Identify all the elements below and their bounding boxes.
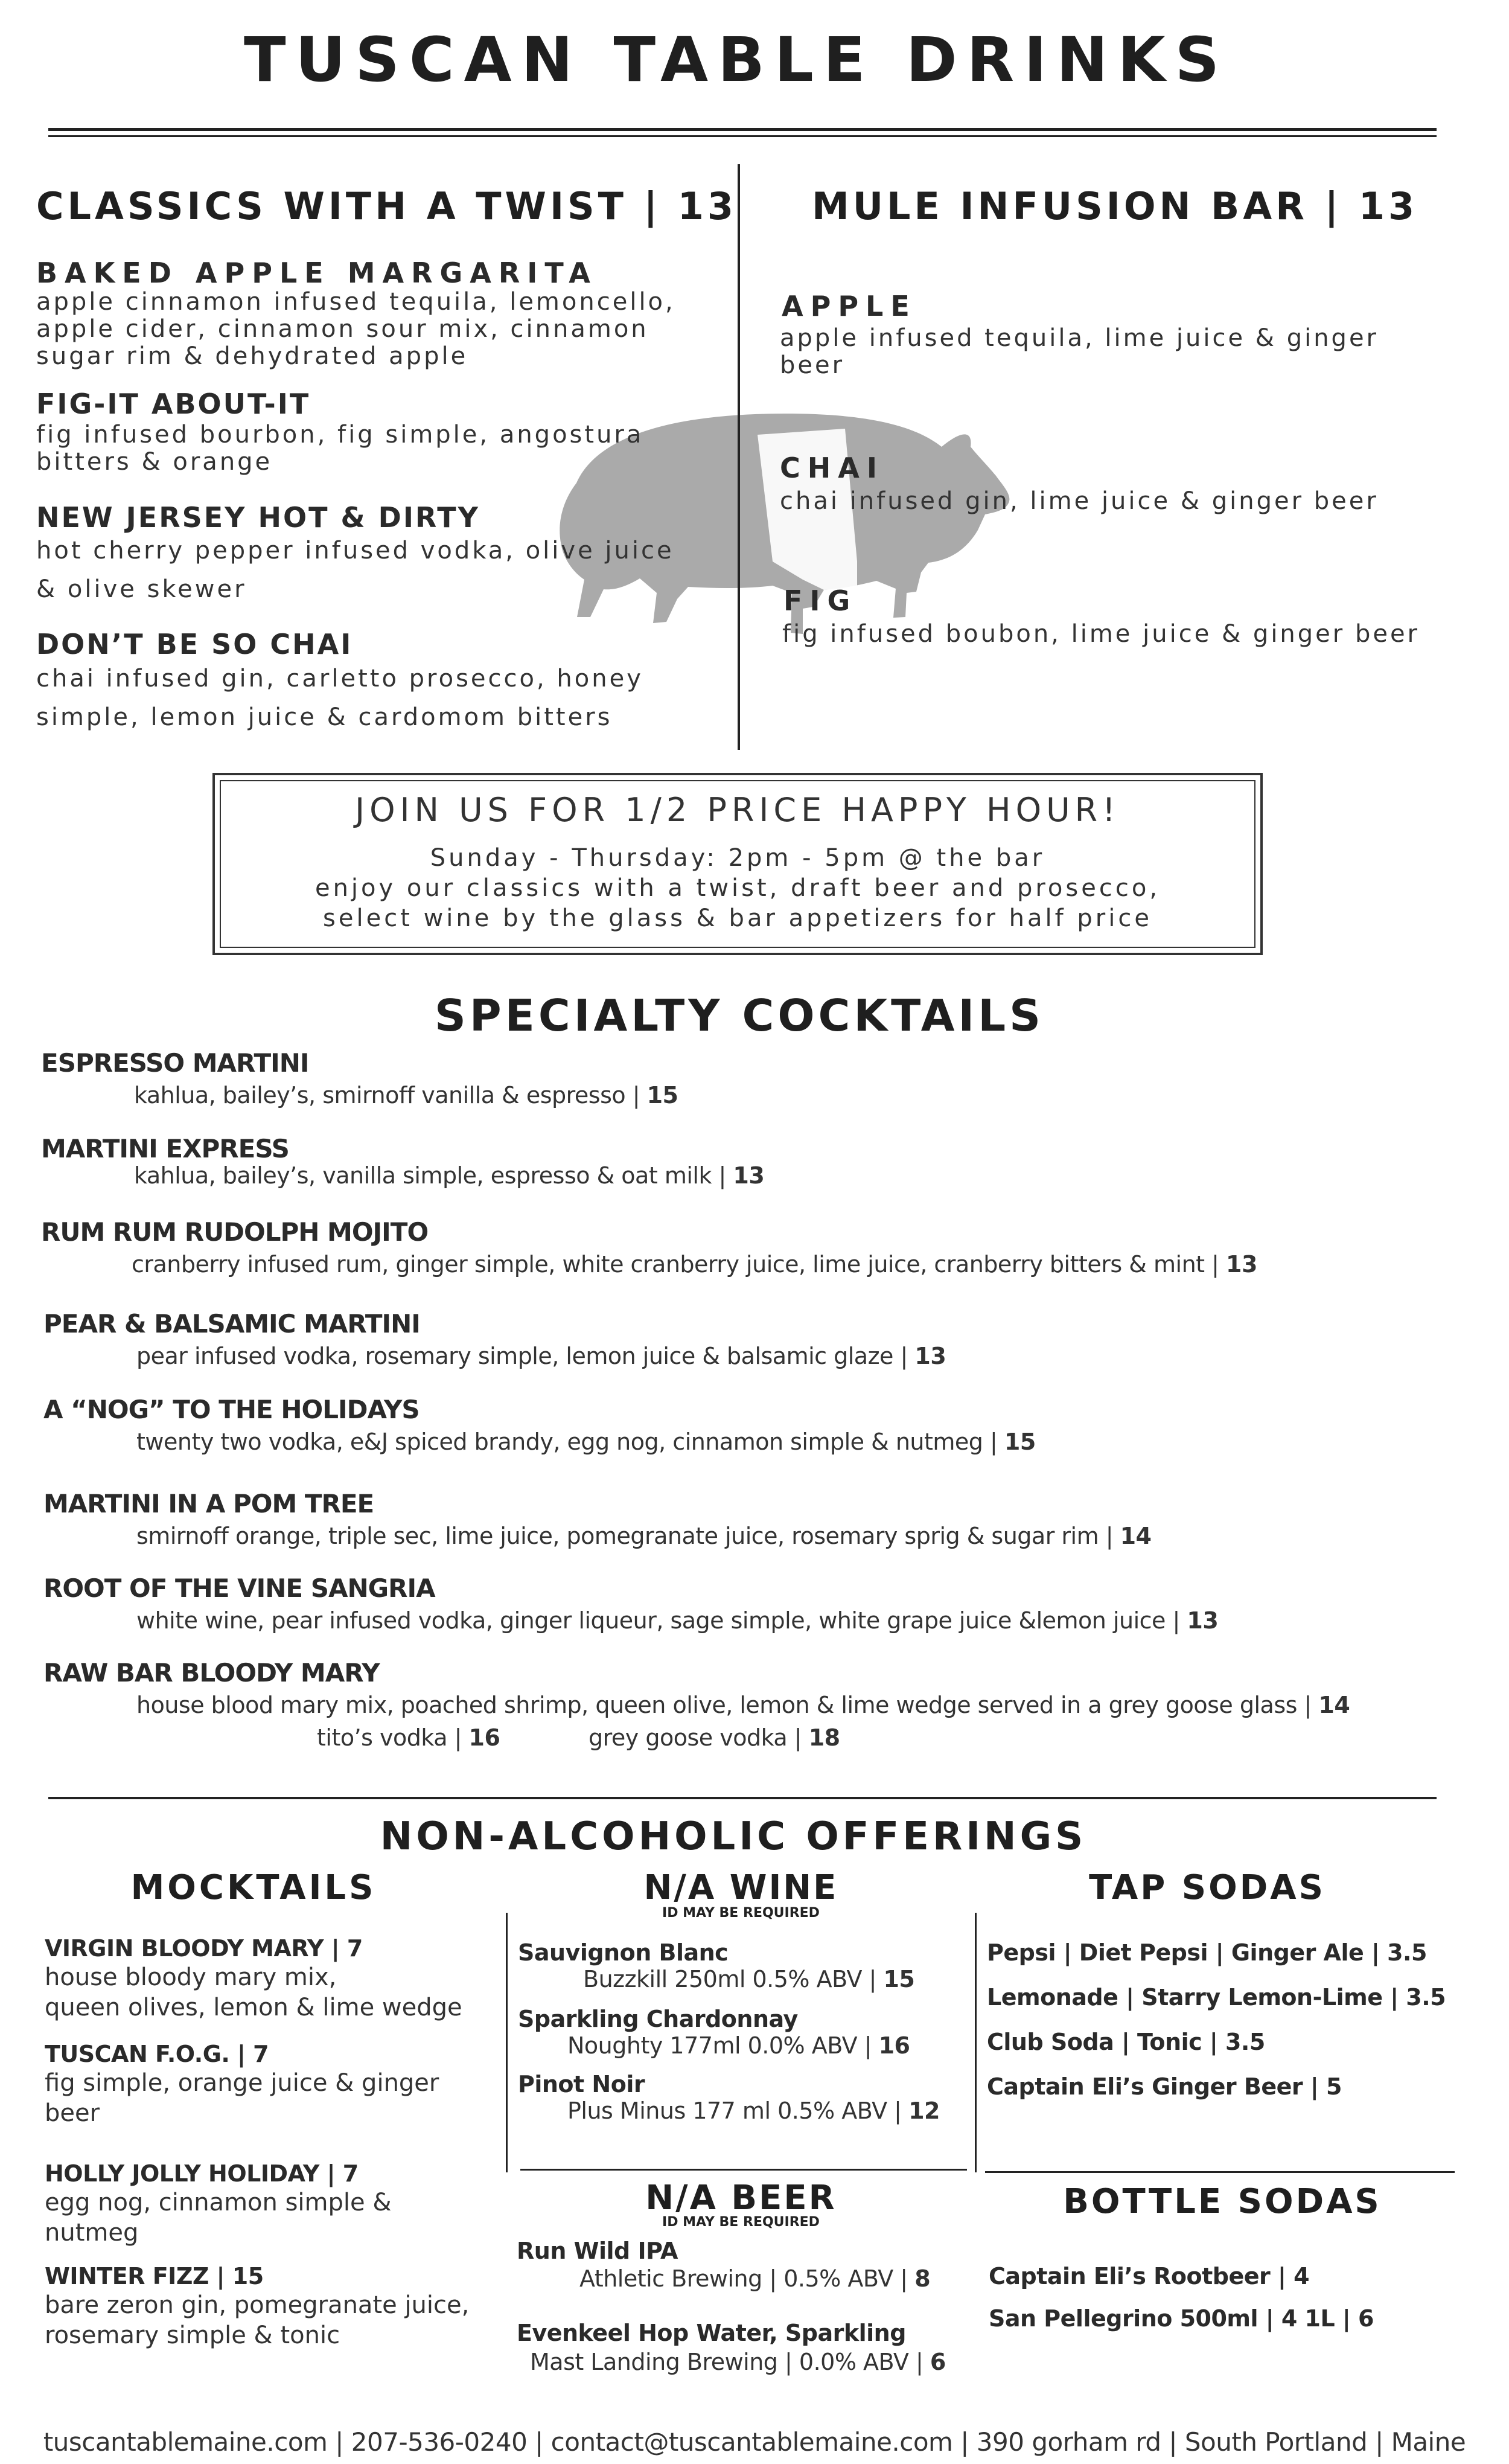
na-beer-heading: N/A BEER — [645, 2178, 837, 2218]
specialty-item-name: ROOT OF THE VINE SANGRIA — [43, 1573, 435, 1603]
na-wine-detail: Plus Minus 177 ml 0.5% ABV | 12 — [567, 2098, 940, 2124]
specialty-item-name: RUM RUM RUDOLPH MOJITO — [41, 1217, 429, 1247]
tap-soda-item: Pepsi | Diet Pepsi | Ginger Ale | 3.5 — [987, 1939, 1427, 1966]
mule-heading: MULE INFUSION BAR | 13 — [812, 184, 1418, 228]
mocktail-name: HOLLY JOLLY HOLIDAY | 7 — [45, 2160, 359, 2187]
na-wine-heading: N/A WINE — [643, 1868, 838, 1907]
page-title: TUSCAN TABLE DRINKS — [243, 24, 1230, 96]
classics-item-desc: apple cinnamon infused tequila, lemoncello, apple cider, cinnamon sour mix, cinnamon sugar rim & dehydrated apple — [36, 288, 675, 370]
classics-item-desc: hot cherry pepper infused vodka, olive juice & olive skewer — [36, 537, 674, 603]
mule-item-name: APPLE — [782, 290, 917, 322]
bottle-soda-item: San Pellegrino 500ml | 4 1L | 6 — [989, 2305, 1374, 2332]
mule-item-name: FIG — [783, 584, 858, 617]
na-beer-detail: Athletic Brewing | 0.5% ABV | 8 — [579, 2265, 931, 2292]
specialty-item-name: MARTINI IN A POM TREE — [43, 1489, 374, 1518]
na-wine-name: Pinot Noir — [518, 2071, 645, 2098]
na-wine-name: Sauvignon Blanc — [518, 1939, 729, 1966]
na-wine-id-note: ID MAY BE REQUIRED — [662, 1906, 820, 1921]
na-wine-name: Sparkling Chardonnay — [518, 2006, 798, 2032]
na-wine-detail: Noughty 177ml 0.0% ABV | 16 — [567, 2032, 910, 2059]
mocktail-desc: egg nog, cinnamon simple & nutmeg — [45, 2189, 392, 2247]
bottle-sodas-rule — [985, 2171, 1455, 2173]
na-divider-left — [506, 1913, 508, 2172]
mule-item-desc: apple infused tequila, lime juice & ginger beer — [780, 324, 1379, 379]
mule-item-desc: fig infused boubon, lime juice & ginger beer — [782, 620, 1420, 648]
na-wine-detail: Buzzkill 250ml 0.5% ABV | 15 — [583, 1966, 915, 1992]
column-divider — [738, 164, 740, 750]
na-beer-name: Run Wild IPA — [517, 2238, 678, 2264]
mocktail-desc: fig simple, orange juice & ginger beer — [45, 2069, 439, 2127]
na-beer-rule — [520, 2169, 967, 2171]
mocktail-name: WINTER FIZZ | 15 — [45, 2263, 264, 2290]
mule-item-name: CHAI — [780, 452, 884, 484]
specialty-item-desc: white wine, pear infused vodka, ginger liqueur, sage simple, white grape juice &lemon juice | 13 — [136, 1607, 1219, 1634]
mocktails-heading: MOCKTAILS — [130, 1868, 377, 1907]
classics-item-name: BAKED APPLE MARGARITA — [36, 257, 598, 289]
non-alcoholic-heading: NON-ALCOHOLIC OFFERINGS — [380, 1814, 1087, 1859]
na-beer-detail: Mast Landing Brewing | 0.0% ABV | 6 — [530, 2349, 946, 2375]
tap-soda-item: Captain Eli’s Ginger Beer | 5 — [987, 2073, 1342, 2100]
tap-soda-item: Club Soda | Tonic | 3.5 — [987, 2029, 1265, 2055]
specialty-item-desc: twenty two vodka, e&J spiced brandy, egg nog, cinnamon simple & nutmeg | 15 — [136, 1429, 1036, 1455]
na-divider-right — [975, 1913, 977, 2172]
mocktail-desc: house bloody mary mix, queen olives, lemon & lime wedge — [45, 1963, 462, 2021]
classics-heading: CLASSICS WITH A TWIST | 13 — [36, 184, 738, 228]
specialty-item-desc: kahlua, bailey’s, vanilla simple, espresso & oat milk | 13 — [134, 1162, 765, 1189]
happy-hour-line: enjoy our classics with a twist, draft beer and prosecco, — [314, 874, 1161, 902]
classics-item-desc: fig infused bourbon, fig simple, angostura bitters & orange — [36, 421, 644, 476]
title-rule-bottom — [48, 135, 1437, 137]
bottle-sodas-heading: BOTTLE SODAS — [1063, 2182, 1382, 2221]
mule-item-desc: chai infused gin, lime juice & ginger beer — [780, 487, 1379, 515]
bloody-extra-titos: tito’s vodka | 16 — [317, 1724, 500, 1751]
specialty-item-desc: cranberry infused rum, ginger simple, white cranberry juice, lime juice, cranberry bitters & mint | 13 — [132, 1251, 1257, 1278]
tap-sodas-heading: TAP SODAS — [1089, 1868, 1326, 1907]
bloody-extra-grey-goose: grey goose vodka | 18 — [589, 1724, 840, 1751]
classics-item-desc: chai infused gin, carletto prosecco, honey simple, lemon juice & cardomom bitters — [36, 665, 643, 731]
happy-hour-title: JOIN US FOR 1/2 PRICE HAPPY HOUR! — [355, 791, 1120, 829]
specialty-item-desc: pear infused vodka, rosemary simple, lemon juice & balsamic glaze | 13 — [136, 1343, 946, 1369]
specialty-item-name: PEAR & BALSAMIC MARTINI — [43, 1309, 420, 1339]
happy-hour-line: select wine by the glass & bar appetizers for half price — [323, 904, 1152, 932]
mocktail-name: VIRGIN BLOODY MARY | 7 — [45, 1935, 363, 1962]
classics-item-name: FIG-IT ABOUT-IT — [36, 388, 311, 420]
footer-contact: tuscantablemaine.com | 207-536-0240 | contact@tuscantablemaine.com | 390 gorham rd | South Portland | Maine — [43, 2427, 1466, 2457]
mocktail-name: TUSCAN F.O.G. | 7 — [45, 2041, 269, 2067]
specialty-heading: SPECIALTY COCKTAILS — [435, 990, 1044, 1041]
specialty-item-name: A “NOG” TO THE HOLIDAYS — [43, 1395, 420, 1424]
mocktail-desc: bare zeron gin, pomegranate juice, rosemary simple & tonic — [45, 2291, 470, 2349]
na-beer-name: Evenkeel Hop Water, Sparkling — [517, 2320, 906, 2346]
tap-soda-item: Lemonade | Starry Lemon-Lime | 3.5 — [987, 1984, 1446, 2011]
specialty-item-desc: smirnoff orange, triple sec, lime juice, pomegranate juice, rosemary sprig & sugar rim | 14 — [136, 1523, 1152, 1549]
specialty-item-desc: kahlua, bailey’s, smirnoff vanilla & espresso | 15 — [134, 1082, 678, 1109]
bottle-soda-item: Captain Eli’s Rootbeer | 4 — [989, 2263, 1310, 2290]
title-rule-top — [48, 128, 1437, 131]
specialty-item-name: RAW BAR BLOODY MARY — [43, 1658, 380, 1688]
non-alcoholic-rule — [48, 1797, 1437, 1799]
happy-hour-line: Sunday - Thursday: 2pm - 5pm @ the bar — [430, 844, 1045, 872]
specialty-item-desc: house blood mary mix, poached shrimp, queen olive, lemon & lime wedge served in a grey goose glass | 14 — [136, 1692, 1350, 1718]
na-beer-id-note: ID MAY BE REQUIRED — [662, 2215, 820, 2230]
classics-item-name: DON’T BE SO CHAI — [36, 628, 353, 661]
classics-item-name: NEW JERSEY HOT & DIRTY — [36, 501, 480, 534]
specialty-item-name: ESPRESSO MARTINI — [41, 1048, 309, 1078]
specialty-item-name: MARTINI EXPRESS — [41, 1134, 289, 1163]
